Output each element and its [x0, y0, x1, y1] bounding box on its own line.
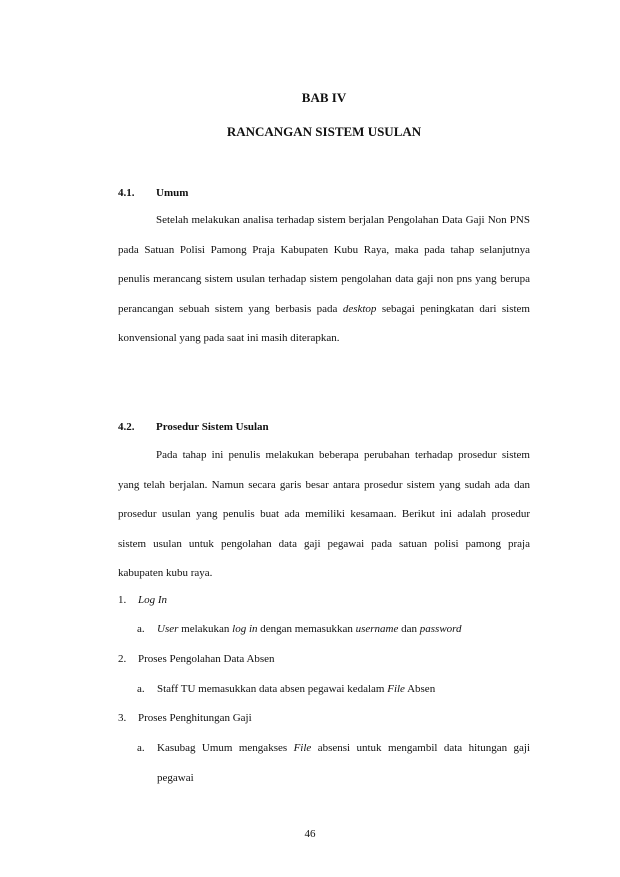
- sub-text: dan: [398, 623, 420, 635]
- sub-list-item: [137, 683, 435, 695]
- sub-text: melakukan: [178, 623, 233, 635]
- section-number: 4.2.: [118, 421, 135, 433]
- sub-list-item-text: [157, 734, 530, 793]
- sub-text: File: [293, 742, 312, 754]
- chapter-title: RANCANGAN SISTEM USULAN: [226, 124, 422, 139]
- paragraph-text: sebagai peningkatan dari sistem konvensional yang pada saat ini masih diterapkan.: [118, 302, 530, 345]
- chapter-number: BAB IV: [301, 90, 347, 105]
- list-label: Log In: [138, 594, 168, 606]
- list-marker: 2.: [118, 653, 127, 665]
- section-heading-umum: [118, 187, 188, 199]
- list-marker: 3.: [118, 712, 127, 724]
- section-number: 4.1.: [118, 187, 135, 199]
- sub-list-item: [137, 623, 462, 635]
- list-item: [118, 594, 167, 606]
- sub-text: User: [157, 623, 179, 635]
- list-item: [118, 653, 275, 665]
- paragraph-prosedur: Pada tahap ini penulis melakukan beberapa perubahan terhadap prosedur sistem yang telah berjalan. Namun secara garis besar antara prosedur sistem yang sudah ada dan prosedur usulan yang penulis buat ada memiliki kesamaan. Berikut ini adalah prosedur sistem usulan untuk pengolahan data gaji pegawai pada satuan polisi pamong praja kabupaten kubu raya.: [118, 449, 530, 580]
- sub-text: password: [419, 623, 462, 635]
- section-title: Prosedur Sistem Usulan: [156, 421, 269, 433]
- page-number: 46: [304, 828, 316, 840]
- list-item: [118, 712, 252, 724]
- list-label: Proses Penghitungan Gaji: [138, 712, 252, 724]
- list-label: Proses Pengolahan Data Absen: [138, 653, 275, 665]
- list-marker: a.: [137, 623, 145, 635]
- list-marker: a.: [137, 742, 145, 754]
- list-marker: 1.: [118, 594, 127, 606]
- italic-term: desktop: [342, 302, 377, 315]
- sub-text: username: [355, 623, 399, 635]
- sub-text: Staff TU memasukkan data absen pegawai kedalam: [157, 683, 388, 695]
- sub-text: Absen: [404, 683, 436, 695]
- sub-text: Kasubag Umum mengakses: [157, 742, 294, 754]
- paragraph-umum: [118, 206, 530, 354]
- list-marker: a.: [137, 683, 145, 695]
- sub-text: dengan memasukkan: [257, 623, 356, 635]
- sub-text: log in: [232, 623, 258, 635]
- sub-text: absensi untuk mengambil data hitungan gaji pegawai: [157, 742, 530, 784]
- sub-text: File: [387, 683, 405, 695]
- section-heading-prosedur: [118, 421, 269, 433]
- paragraph-text: Setelah melakukan analisa terhadap sistem berjalan Pengolahan Data Gaji Non PNS pada Satuan Polisi Pamong Praja Kabupaten Kubu Raya, maka pada tahap selanjutnya penulis merancang sistem usulan terhadap sistem pengolahan data gaji non pns yang berupa perancangan sebuah sistem yang berbasis pada: [118, 214, 530, 315]
- section-title: Umum: [156, 187, 189, 199]
